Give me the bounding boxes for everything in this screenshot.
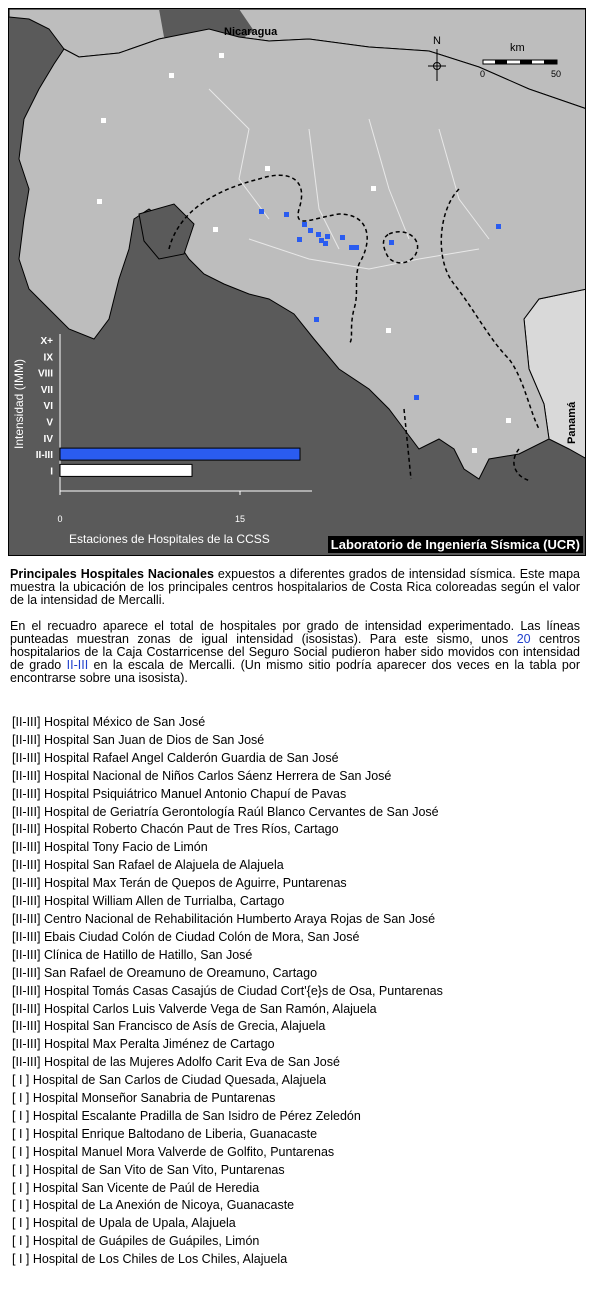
hospital-list-item: [ I ] Hospital San Vicente de Paúl de Heredia <box>12 1180 260 1195</box>
hospital-list-item: [II-III] Hospital Max Peralta Jiménez de Cartago <box>12 1037 275 1052</box>
chart-category-label: II-III <box>35 450 53 462</box>
caption-p2-c: en la escala de Mercalli. (Un mismo sitio podría aparecer dos veces en la tabla por encontrarse sobre una isosista). <box>10 658 580 685</box>
caption-count: 20 <box>516 632 531 646</box>
hospital-marker <box>354 245 359 250</box>
hospital-list-item: [II-III] Centro Nacional de Rehabilitación Humberto Araya Rojas de San José <box>12 911 436 926</box>
hospital-marker <box>386 328 391 333</box>
hospital-marker <box>325 234 330 239</box>
hospital-list-item: [ I ] Hospital de Los Chiles de Los Chiles, Alajuela <box>12 1252 288 1267</box>
scale-unit: km <box>510 42 525 54</box>
hospital-list-item: [II-III] Hospital William Allen de Turrialba, Cartago <box>12 894 285 909</box>
hospital-marker <box>506 418 511 423</box>
hospital-list-item: [II-III] Hospital Tomás Casas Casajús de Ciudad Cort'{e}s de Osa, Puntarenas <box>12 983 443 998</box>
hospital-marker <box>472 448 477 453</box>
hospital-marker <box>314 317 319 322</box>
hospital-marker <box>389 240 394 245</box>
lab-credit: Laboratorio de Ingeniería Sísmica (UCR) <box>328 536 583 553</box>
hospital-list-item: [ I ] Hospital de San Vito de San Vito, Puntarenas <box>12 1162 285 1177</box>
hospital-list-item: [ I ] Hospital de Upala de Upala, Alajuela <box>12 1216 236 1231</box>
chart-xtick-label: 0 <box>57 514 63 524</box>
hospital-marker <box>349 245 354 250</box>
hospital-list-item: [ I ] Hospital Manuel Mora Valverde de Golfito, Puntarenas <box>12 1144 335 1159</box>
hospital-marker <box>265 166 270 171</box>
hospital-list-item: [ I ] Hospital Escalante Pradilla de San Isidro de Pérez Zeledón <box>12 1108 361 1123</box>
hospital-marker <box>101 118 106 123</box>
caption-p1-text: expuestos a diferentes grados de intensidad sísmica. Este mapa muestra la ubicación de los principales centros hospitalarios de Costa Rica coloreadas según el valor de la intensidad de Mercalli. <box>10 567 580 607</box>
hospital-list-item: [II-III] Hospital San Juan de Dios de San José <box>12 732 265 747</box>
hospital-marker <box>213 227 218 232</box>
hospital-list-item: [II-III] Hospital de las Mujeres Adolfo Carit Eva de San José <box>12 1055 340 1070</box>
hospital-list-item: [II-III] Hospital Rafael Angel Calderón Guardia de San José <box>12 750 339 765</box>
chart-category-label: VII <box>40 384 53 396</box>
hospital-list-item: [ I ] Hospital de La Anexión de Nicoya, Guanacaste <box>12 1198 295 1213</box>
hospital-list-item: [II-III] Clínica de Hatillo de Hatillo, San José <box>12 947 253 962</box>
chart-bar <box>60 464 192 476</box>
hospital-list-item: [II-III] San Rafael de Oreamuno de Oreamuno, Cartago <box>12 965 318 980</box>
hospital-list-item: [II-III] Hospital de Geriatría Gerontología Raúl Blanco Cervantes de San José <box>12 804 439 819</box>
hospital-marker <box>284 212 289 217</box>
label-panama: Panamá <box>566 401 578 444</box>
chart-category-label: I <box>50 466 53 478</box>
hospital-marker <box>496 224 501 229</box>
hospital-list-item: [II-III] Hospital Psiquiátrico Manuel Antonio Chapuí de Pavas <box>12 786 347 801</box>
hospital-marker <box>316 232 321 237</box>
caption-p2-a: En el recuadro aparece el total de hospitales por grado de intensidad experimentado. Las líneas punteadas muestran zonas de igual intensidad (isosistas). Para este sismo, unos <box>10 619 580 646</box>
costa-rica-map <box>9 9 586 556</box>
caption-paragraph-1 <box>10 568 580 607</box>
chart-xlabel: Estaciones de Hospitales de la CCSS <box>69 532 270 546</box>
hospital-marker <box>97 199 102 204</box>
scale-tick-0: 0 <box>480 69 486 79</box>
hospital-list-item: [II-III] Hospital Nacional de Niños Carlos Sáenz Herrera de San José <box>12 768 392 783</box>
hospital-list-item: [II-III] Hospital Roberto Chacón Paut de Tres Ríos, Cartago <box>12 822 339 837</box>
chart-category-label: V <box>46 417 53 429</box>
scale-tick-50: 50 <box>551 69 562 79</box>
hospital-marker <box>323 241 328 246</box>
chart-category-label: IX <box>43 352 53 364</box>
hospital-list-item: [ I ] Hospital Enrique Baltodano de Liberia, Guanacaste <box>12 1126 318 1141</box>
hospital-marker <box>371 186 376 191</box>
hospital-list-item: [II-III] Ebais Ciudad Colón de Ciudad Colón de Mora, San José <box>12 929 360 944</box>
chart-category-label: VIII <box>37 368 53 380</box>
hospital-marker <box>219 53 224 58</box>
chart-ylabel: Intensidad (IMM) <box>12 358 26 450</box>
hospital-list-item: [ I ] Hospital de Guápiles de Guápiles, Limón <box>12 1234 260 1249</box>
hospital-marker <box>340 235 345 240</box>
chart-category-label: X+ <box>40 336 53 347</box>
hospital-marker <box>414 395 419 400</box>
caption <box>10 568 580 698</box>
hospital-marker <box>169 73 174 78</box>
label-nicaragua: Nicaragua <box>224 26 278 38</box>
hospital-list-item: [II-III] Hospital Carlos Luis Valverde Vega de San Ramón, Alajuela <box>12 1001 377 1016</box>
caption-paragraph-2 <box>10 620 580 685</box>
caption-grade: II-III <box>66 658 89 672</box>
chart-category-label: IV <box>43 433 53 445</box>
hospital-list <box>12 714 582 1269</box>
hospital-list-item: [II-III] Hospital Max Terán de Quepos de Aguirre, Puntarenas <box>12 876 347 891</box>
hospital-marker <box>259 209 264 214</box>
hospital-list-item: [II-III] Hospital San Rafael de Alajuela de Alajuela <box>12 858 284 873</box>
hospital-list-item: [ I ] Hospital Monseñor Sanabria de Puntarenas <box>12 1091 276 1106</box>
chart-xtick-label: 15 <box>234 514 246 524</box>
chart-bar <box>60 448 300 460</box>
hospital-marker <box>302 222 307 227</box>
caption-title: Principales Hospitales Nacionales <box>10 567 214 581</box>
caption-p2-b: centros hospitalarios de la Caja Costarricense del Seguro Social pudieron haber sido movidos con intensidad de grado <box>10 632 580 672</box>
hospital-marker <box>308 228 313 233</box>
north-label: N <box>433 35 441 47</box>
chart-category-label: VI <box>43 401 53 413</box>
hospital-list-item: [II-III] Hospital México de San José <box>12 715 206 729</box>
hospital-marker <box>297 237 302 242</box>
hospital-list-item: [ I ] Hospital de San Carlos de Ciudad Quesada, Alajuela <box>12 1073 327 1088</box>
map-panel <box>8 8 586 556</box>
hospital-list-item: [II-III] Hospital Tony Facio de Limón <box>12 840 208 855</box>
hospital-list-item: [II-III] Hospital San Francisco de Asís de Grecia, Alajuela <box>12 1019 326 1034</box>
